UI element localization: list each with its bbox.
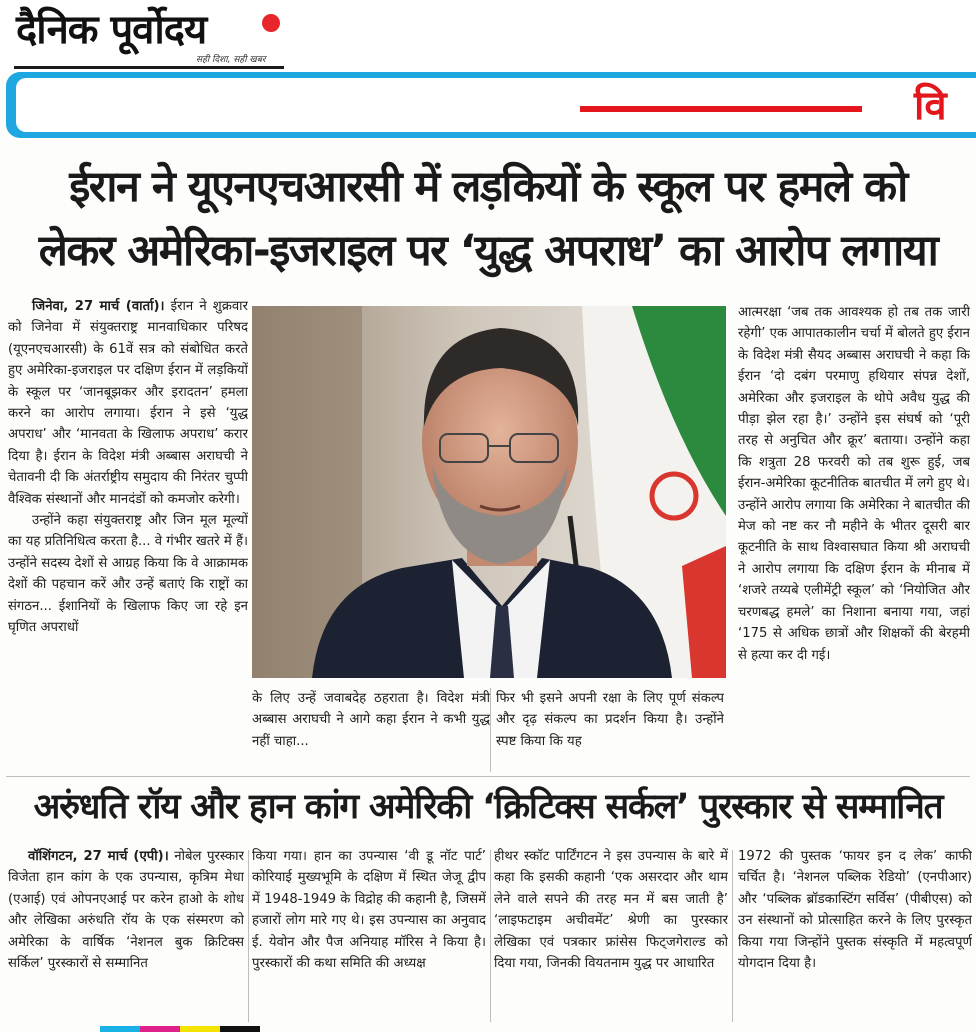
- story2-column-1: [8, 846, 244, 1022]
- story1-column-4: आत्मरक्षा ‘जब तक आवश्यक हो तब तक जारी रहेगी’ एक आपातकालीन चर्चा में बोलते हुए ईरान के विदेश मंत्री सैयद अब्बास अराघची ने कहा कि ईरान ‘दो दबंग परमाणु हथियार संपन्न देशों, अमेरिका और इजराइल के थोपे अवैध युद्ध की पीड़ा झेल रहा है।’ उन्होंने इस संघर्ष को ‘पूरी तरह से अनुचित और क्रूर’ बताया। उन्होंने कहा कि शत्रुता 28 फरवरी को तब शुरू हुई, जब ईरान-अमेरिका कूटनीतिक बातचीत में लगे हुए थे। उन्होंने आरोप लगाया कि अमेरिका ने बातचीत की मेज को नष्ट कर नौ महीने के भीतर दूसरी बार कूटनीति के साथ विश्वासघात किया श्री अराघची ने आरोप लगाया कि दक्षिण ईरान के मीनाब में ‘शजरे तय्यबे एलीमेंट्री स्कूल’ को ‘नियोजित और चरणबद्ध हमले’ का निशाना बनाया गया, जहां ‘175 से अधिक छात्रों और शिक्षकों की बेरहमी से हत्या कर दी गई।: [738, 305, 970, 663]
- portrait-photo: [252, 306, 726, 678]
- story2-para-1: [8, 846, 244, 974]
- story1-para-2: उन्होंने कहा संयुक्तराष्ट्र और जिन मूल मूल्यों का यह प्रतिनिधित्व करता है... वे गंभीर खतरे में हैं। उन्होंने सदस्य देशों से आग्रह किया कि वे आक्रामक देशों की पहचान करें और उन्हें बताएं कि राष्ट्रों का संगठन... ईशानियों के खिलाफ किए जा रहे इन घृणित अपराधों: [8, 513, 248, 636]
- banner-text: वि: [914, 83, 947, 129]
- story1-headline-line2: लेकर अमेरिका-इजराइल पर ‘युद्ध अपराध’ का आरोप लगाया: [38, 226, 938, 276]
- story2-column-3: हीथर स्कॉट पार्टिंगटन ने इस उपन्यास के बारे में कहा कि इसकी कहानी ‘एक असरदार और थाम लेने वाले सपने की तरह मन में बस जाती है’ ‘लाइफटाइम अचीवमेंट’ श्रेणी का पुरस्कार लेखिका एवं पत्रकार फ्रांसेस फिट्जगेराल्ड को दिया गया, जिनकी वियतनाम युद्ध पर आधारित: [494, 849, 728, 972]
- section-divider: [6, 776, 970, 777]
- story2-column-4: 1972 की पुस्तक ‘फायर इन द लेक’ काफी चर्चित है। ‘नेशनल पब्लिक रेडियो’ (एनपीआर) और ‘पब्लिक ब्रॉडकास्टिंग सर्विस’ (पीबीएस) को उन संस्थानों को प्रोत्साहित करने के लिए पुरस्कृत किया गया जिन्होंने पुस्तक संस्कृति में महत्वपूर्ण योगदान दिया है।: [738, 849, 972, 972]
- print-mark-yellow: [180, 1026, 220, 1032]
- story1-column-1: [8, 296, 248, 770]
- story2-headline: अरुंधति रॉय और हान कांग अमेरिकी ‘क्रिटिक्स सर्कल’ पुरस्कार से सम्मानित: [33, 787, 943, 827]
- logo-mark-icon: [262, 14, 280, 32]
- print-mark-black: [220, 1026, 260, 1032]
- column-rule: [490, 850, 491, 1022]
- story1-headline-line1: ईरान ने यूएनएचआरसी में लड़कियों के स्कूल पर हमले को: [69, 162, 907, 212]
- story1-column-3: फिर भी इसने अपनी रक्षा के लिए पूर्ण संकल्प और दृढ़ संकल्प का प्रदर्शन किया है। उन्होंने स्पष्ट किया कि यह: [496, 691, 724, 749]
- print-mark-magenta: [140, 1026, 180, 1032]
- newspaper-logo: दैनिक पूर्वोदय: [16, 7, 207, 53]
- column-rule: [490, 688, 491, 772]
- masthead: [0, 0, 976, 72]
- column-rule: [732, 850, 733, 1022]
- story1-para-1: [8, 296, 248, 510]
- story1-dateline: जिनेवा, 27 मार्च (वार्ता)।: [32, 299, 165, 314]
- story2-dateline: वॉशिंगटन, 27 मार्च (एपी)।: [28, 849, 169, 864]
- banner-red-line: [580, 106, 862, 112]
- story2-column-2: किया गया। हान का उपन्यास ‘वी डू नॉट पार्ट’ कोरियाई मुख्यभूमि के दक्षिण में स्थित जेजू द्वीप में 1948-1949 के विद्रोह की कहानी है, जिसमें हजारों लोग मारे गए थे। इस उपन्यास का अनुवाद ई. येवोन और पैज अनियाह मॉरिस ने किया है। पुरस्कारों की कथा समिति की अध्यक्ष: [252, 849, 486, 972]
- column-rule: [248, 850, 249, 1022]
- advert-banner: [6, 72, 976, 138]
- portrait-photo-icon: [252, 306, 726, 678]
- banner-panel: [16, 78, 976, 132]
- tagline: सही दिशा, सही खबर: [196, 55, 266, 65]
- print-mark-cyan: [100, 1026, 140, 1032]
- story2-body-1: नोबेल पुरस्कार विजेता हान कांग के एक उपन्यास, कृत्रिम मेधा (एआई) एवं ओपनएआई पर करेन हाओ के शोध और लेखिका अरुंधति रॉय के एक संस्मरण को अमेरिका के वार्षिक ‘नेशनल बुक क्रिटिक्स सर्किल’ पुरस्कारों से सम्मानित: [8, 849, 244, 972]
- story1-body-1: ईरान ने शुक्रवार को जिनेवा में संयुक्तराष्ट्र मानवाधिकार परिषद (यूएनएचआरसी) के 61वें सत्र को संबोधित करते हुए अमेरिका-इजराइल पर दक्षिण ईरान में लड़कियों के स्कूल पर ‘जानबूझकर और इरादतन’ हमला करने का आरोप लगाया। ईरान ने इसे ‘युद्ध अपराध’ और ‘मानवता के खिलाफ अपराध’ करार दिया है। ईरान के विदेश मंत्री अब्बास अराघची ने चेतावनी दी कि अंतर्राष्ट्रीय समुदाय की निरंतर चुप्पी वैश्विक संस्थानों और मानदंडों को कमजोर करेगी।: [8, 299, 248, 507]
- masthead-rule: [14, 66, 284, 69]
- story1-column-2: के लिए उन्हें जवाबदेह ठहराता है। विदेश मंत्री अब्बास अराघची ने आगे कहा ईरान ने कभी युद्ध नहीं चाहा...: [252, 691, 490, 749]
